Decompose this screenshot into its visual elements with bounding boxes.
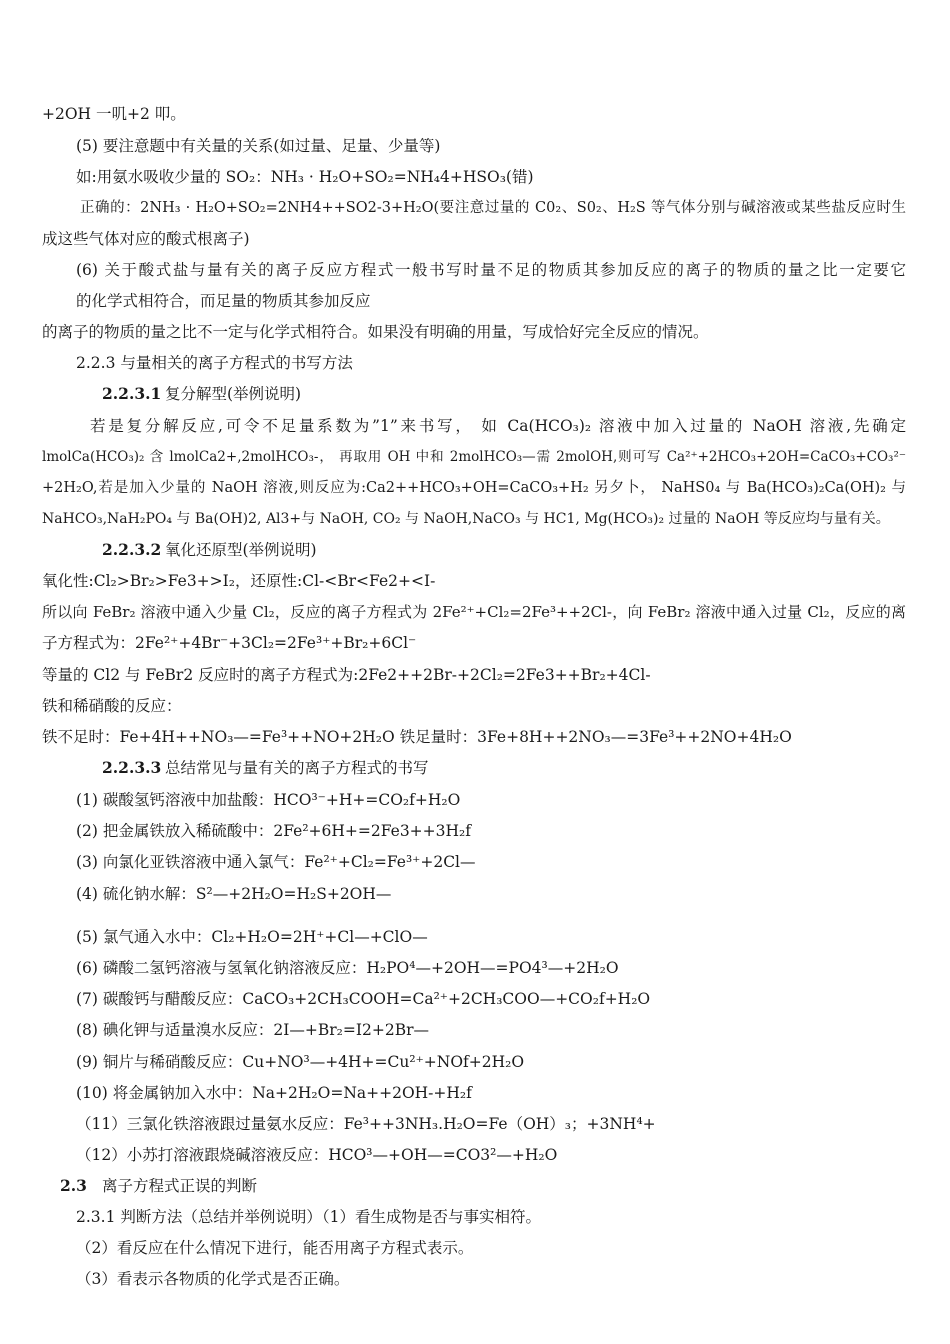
list-item: （3）看表示各物质的化学式是否正确。 [76, 1270, 350, 1288]
list-item: (7) 碳酸钙与醋酸反应：CaCO₃+2CH₃COOH=Ca²⁺+2CH₃COO—+CO₂f+H₂O [76, 990, 651, 1008]
text-line: 的离子的物质的量之比不一定与化学式相符合。如果没有明确的用量，写成恰好完全反应的情况。 [42, 323, 709, 341]
subsection-title: 氧化还原型(举例说明) [165, 541, 317, 559]
list-item: (5) 要注意题中有关量的关系(如过量、足量、少量等) [76, 137, 441, 155]
text-line: 铁和稀硝酸的反应： [42, 697, 182, 715]
list-item: (1) 碳酸氢钙溶液中加盐酸：HCO³⁻+H+=CO₂f+H₂O [76, 791, 461, 809]
text-line: 2.3.1 判断方法（总结并举例说明）（1）看生成物是否与事实相符。 [76, 1208, 541, 1226]
list-item: (10) 将金属钠加入水中：Na+2H₂O=Na++2OH-+H₂f [76, 1084, 472, 1102]
text-line: 成这些气体对应的酸式根离子) [42, 230, 250, 248]
list-item: （11）三氯化铁溶液跟过量氨水反应：Fe³++3NH₃.H₂O=Fe（OH）₃；+3NH⁴+ [76, 1115, 656, 1133]
text-line: 如:用氨水吸收少量的 SO₂：NH₃ · H₂O+SO₂=NH₄4+HSO₃(错) [76, 168, 534, 186]
text-line: 氧化性:Cl₂>Br₂>Fe3+>I₂，还原性:Cl-<Br<Fe2+<I- [42, 572, 436, 590]
list-item: (6) 关于酸式盐与量有关的离子反应方程式一般书写时量不足的物质其参加反应的离子的物质的量之比一定要它 [76, 261, 906, 279]
section-heading: 2.2.3 与量相关的离子方程式的书写方法 [76, 354, 353, 372]
text-line: +2OH 一叽+2 叩。 [42, 105, 186, 123]
list-item: （2）看反应在什么情况下进行，能否用离子方程式表示。 [76, 1239, 474, 1257]
list-item: （12）小苏打溶液跟烧碱溶液反应：HCO³—+OH—=CO3²—+H₂O [76, 1146, 558, 1164]
text-line: 子方程式为：2Fe²⁺+4Br⁻+3Cl₂=2Fe³⁺+Br₂+6Cl⁻ [42, 634, 417, 652]
list-item: (8) 碘化钾与适量溴水反应：2I—+Br₂=I2+2Br— [76, 1021, 429, 1039]
text-line: 若是复分解反应,可令不足量系数为”1”来书写， 如 Ca(HCO₃)₂ 溶液中加入过量的 NaOH 溶液,先确定 [90, 417, 906, 435]
text-line: 铁不足时：Fe+4H++NO₃—=Fe³++NO+2H₂O 铁足量时：3Fe+8H++2NO₃—=3Fe³++2NO+4H₂O [42, 728, 792, 746]
text-line: NaHCO₃,NaH₂PO₄ 与 Ba(OH)2, Al3+与 NaOH, CO₂ 与 NaOH,NaCO₃ 与 HC1, Mg(HCO₃)₂ 过量的 NaOH 等反应均与量有关。 [42, 511, 890, 527]
list-item: (2) 把金属铁放入稀硫酸中：2Fe²+6H+=2Fe3++3H₂f [76, 822, 471, 840]
subsection-number: 2.2.3.3 [102, 758, 162, 777]
list-item: (6) 磷酸二氢钙溶液与氢氧化钠溶液反应：H₂PO⁴—+2OH—=PO4³—+2H₂O [76, 959, 619, 977]
list-item: (4) 硫化钠水解：S²—+2H₂O=H₂S+2OH— [76, 885, 392, 903]
subsection-number: 2.2.3.2 [102, 540, 162, 559]
list-item: (9) 铜片与稀硝酸反应：Cu+NO³—+4H+=Cu²⁺+NOf+2H₂O [76, 1053, 525, 1071]
section-number: 2.3 [60, 1176, 87, 1195]
subsection-number: 2.2.3.1 [102, 384, 162, 403]
text-line: lmolCa(HCO₃)₂ 含 lmolCa2+,2molHCO₃-， 再取用 OH 中和 2molHCO₃—需 2molOH,则可写 Ca²⁺+2HCO₃+2OH=CaCO₃+CO₃²⁻ [42, 449, 906, 465]
text-line: 正确的：2NH₃ · H₂O+SO₂=2NH4++SO2-3+H₂O(要注意过量的 C0₂、S0₂、H₂S 等气体分别与碱溶液或某些盐反应时生 [80, 200, 906, 216]
section-title: 离子方程式正误的判断 [102, 1177, 258, 1195]
list-item: (3) 向氯化亚铁溶液中通入氯气：Fe²⁺+Cl₂=Fe³⁺+2Cl— [76, 853, 476, 871]
list-item: (5) 氯气通入水中：Cl₂+H₂O=2H⁺+Cl—+ClO— [76, 928, 428, 946]
subsection-title: 总结常见与量有关的离子方程式的书写 [165, 759, 429, 777]
text-line: 的化学式相符合，而足量的物质其参加反应 [76, 292, 371, 310]
text-line: 等量的 Cl2 与 FeBr2 反应时的离子方程式为:2Fe2++2Br-+2Cl₂=2Fe3++Br₂+4Cl- [42, 666, 651, 684]
text-line: 所以向 FeBr₂ 溶液中通入少量 Cl₂，反应的离子方程式为 2Fe²⁺+Cl₂=2Fe³++2Cl-，向 FeBr₂ 溶液中通入过量 Cl₂，反应的离 [42, 603, 906, 621]
text-line: +2H₂O,若是加入少量的 NaOH 溶液,则反应为:Ca2++HCO₃+OH=CaCO₃+H₂ 另夕卜， NaHS0₄ 与 Ba(HCO₃)₂Ca(OH)₂ 与 [42, 480, 906, 496]
subsection-title: 复分解型(举例说明) [165, 385, 302, 403]
